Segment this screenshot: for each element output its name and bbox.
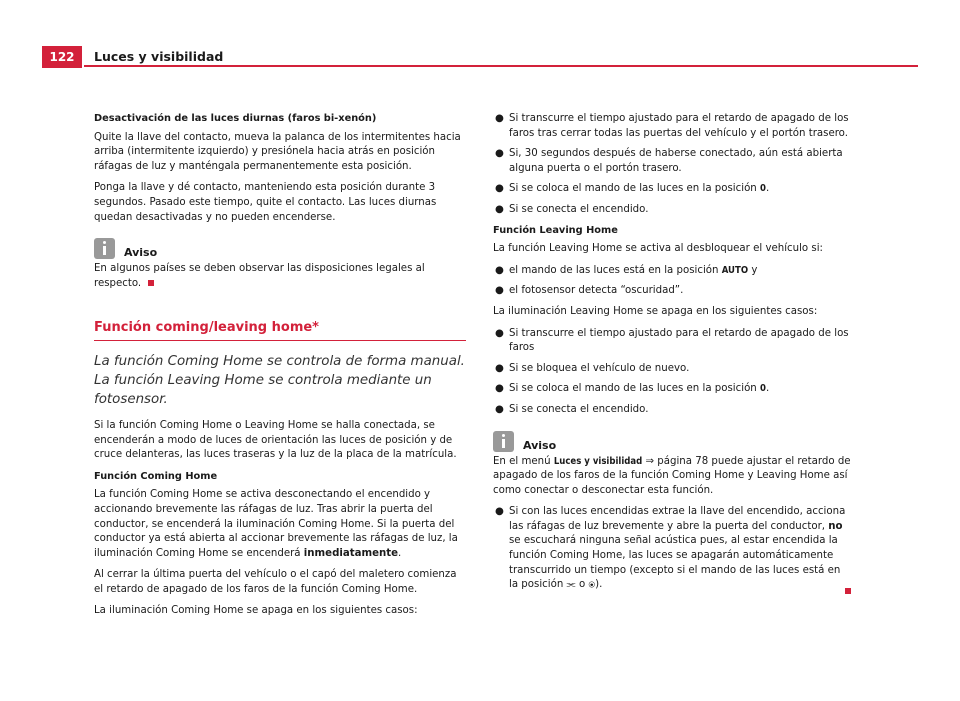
end-square-icon (845, 588, 851, 594)
list-item: ● Si se coloca el mando de las luces en la posición 0. (495, 383, 770, 395)
note-heading (493, 431, 851, 452)
leaving-home-paragraph-1: La función Leaving Home se activa al desbloquear el vehículo si: (493, 243, 823, 255)
list-item: ● Si con las luces encendidas extrae la llave del encendido, acciona las ráfagas de luz brevemente y abre la puerta del conductor, no se escuchará ninguna señal acústica pues, al estar encendida la función Coming Home, las luces se apagarán automáticamente transcurrido un tiempo (excepto si el mando de las luces está en la posición ⫘ o ⦿). (493, 505, 851, 599)
low-beam-icon: ⦿ (588, 579, 596, 591)
section-rule (94, 340, 466, 341)
note-paragraph: En el menú Luces y visibilidad ⇒ página 78 puede ajustar el retardo de apagado de los faros de la función Coming Home y Leaving Home así como conectar o desconectar esta función. (493, 455, 851, 496)
section-title: Función coming/leaving home* (94, 320, 319, 336)
list-item: ● el fotosensor detecta “oscuridad”. (495, 285, 684, 297)
list-item: ● Si se bloquea el vehículo de nuevo. (495, 362, 690, 374)
note-label: Aviso (523, 438, 557, 452)
info-icon (493, 431, 514, 452)
page-number: 122 (42, 46, 82, 68)
deactivation-heading: Desactivación de las luces diurnas (faros bi-xenón) (94, 113, 377, 124)
list-item: ● Si se conecta el encendido. (495, 403, 649, 415)
light-off-symbol: 0 (760, 383, 766, 395)
coming-home-heading: Función Coming Home (94, 470, 218, 482)
left-column (94, 112, 466, 626)
section-intro: La función Coming Home se controla de forma manual. La función Leaving Home se controla mediante un fotosensor. (94, 353, 465, 407)
deactivation-paragraph-2: Ponga la llave y dé contacto, manteniendo esta posición durante 3 segundos. Pasado este tiempo, quite el contacto. Las luces diurnas quedan desactivadas y no pueden encenderse. (94, 182, 437, 223)
list-item: ● el mando de las luces está en la posición AUTO y (495, 264, 758, 276)
note-label: Aviso (124, 246, 158, 260)
light-off-symbol: 0 (760, 183, 766, 195)
info-icon (94, 238, 115, 259)
list-item: ● Si se conecta el encendido. (495, 203, 649, 215)
header-rule (84, 65, 918, 67)
position-light-icon: ⫘ (566, 579, 576, 591)
leaving-home-heading: Función Leaving Home (493, 224, 618, 236)
list-item: ● Si se coloca el mando de las luces en la posición 0. (495, 183, 770, 195)
list-item: ● Si transcurre el tiempo ajustado para el retardo de apagado de los faros tras cerrar todas las puertas del vehículo y el portón trasero. (495, 113, 849, 139)
auto-symbol: AUTO (721, 264, 749, 276)
coming-home-paragraph-1: La función Coming Home se activa desconectando el encendido y accionando brevemente las ráfagas de luz. Tras abrir la puerta del conductor, se encenderá la iluminación Coming Home. Si la puerta del conductor ya está abierta al accionar brevemente las ráfagas de luz, la iluminación Coming Home se encenderá inmediatamente. (94, 489, 458, 559)
list-item: ● Si, 30 segundos después de haberse conectado, aún está abierta alguna puerta o el portón trasero. (495, 148, 843, 174)
list-item: ● Si transcurre el tiempo ajustado para el retardo de apagado de los faros (495, 327, 849, 354)
coming-home-paragraph-3: La iluminación Coming Home se apaga en los siguientes casos: (94, 605, 418, 617)
deactivation-paragraph-1: Quite la llave del contacto, mueva la palanca de los intermitentes hacia arriba (intermitente izquierdo) y presiónela hacia atrás en posición ráfagas de luz y manténgala permanentemente esta posición. (94, 131, 461, 172)
right-column (493, 112, 851, 605)
connected-paragraph: Si la función Coming Home o Leaving Home se halla conectada, se encenderán a modo de luces de orientación las luces de posición y de cruce delanteras, las luces traseras y la luz de la placa de la matrícula. (94, 419, 457, 461)
coming-home-paragraph-2: Al cerrar la última puerta del vehículo o el capó del maletero comienza el retardo de apagado de los faros de la función Coming Home. (94, 569, 457, 595)
leaving-home-paragraph-2: La iluminación Leaving Home se apaga en los siguientes casos: (493, 305, 818, 317)
chapter-title: Luces y visibilidad (94, 49, 224, 64)
end-square-icon (148, 280, 154, 286)
note-text: En algunos países se deben observar las disposiciones legales al respecto. (94, 263, 425, 289)
note-heading (94, 238, 466, 259)
